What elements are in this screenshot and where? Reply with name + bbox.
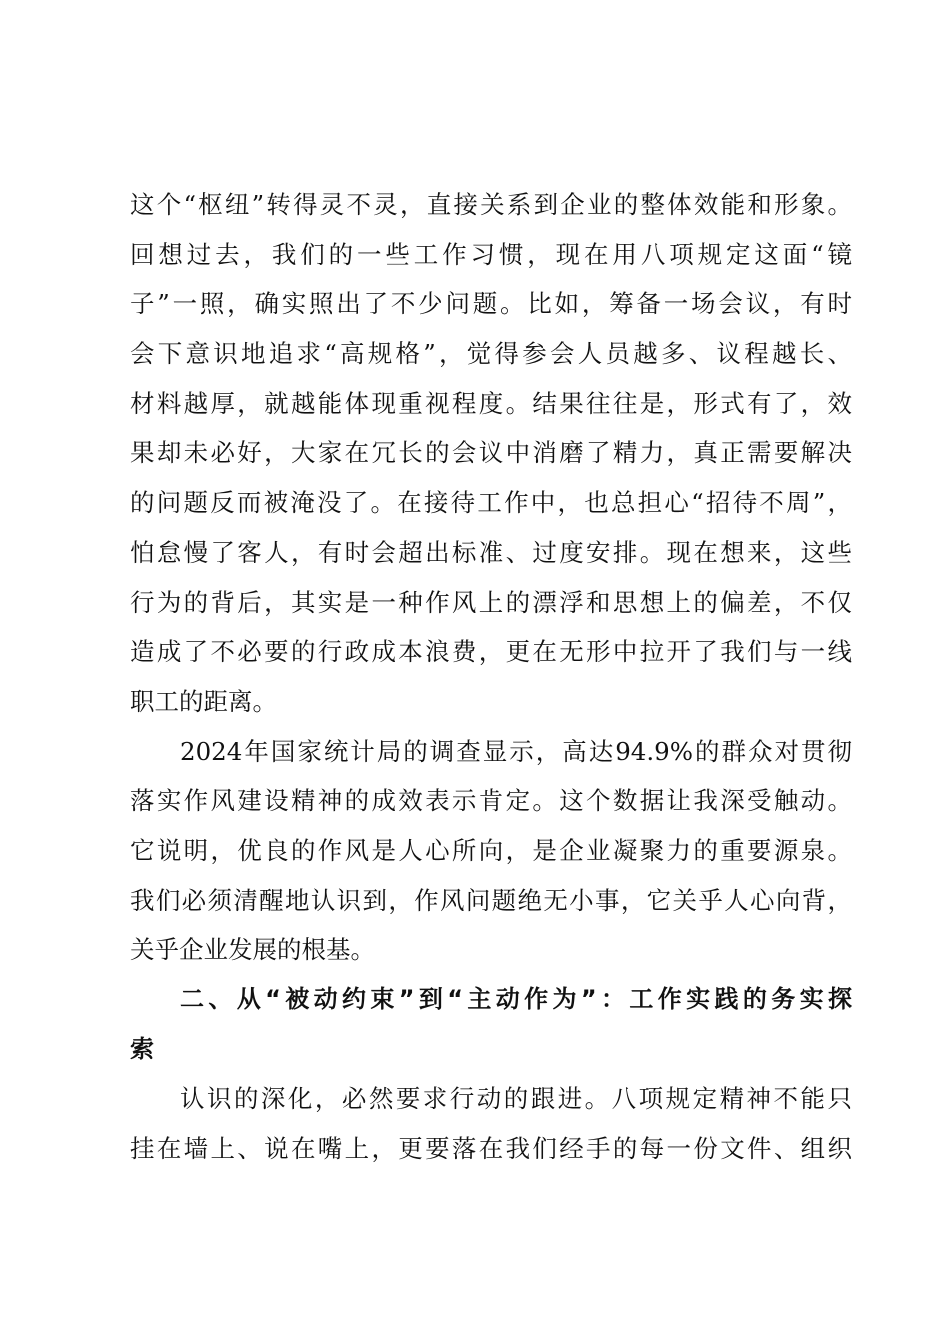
text-line: 职工的距离。 bbox=[130, 686, 277, 716]
text-line: 行为的背后，其实是一种作风上的漂浮和思想上的偏差，不仅 bbox=[130, 587, 852, 617]
text-line: 会下意识地追求“高规格”，觉得参会人员越多、议程越长、 bbox=[130, 339, 852, 369]
section-heading bbox=[130, 975, 852, 1074]
text-line: 它说明，优良的作风是人心所向，是企业凝聚力的重要源泉。 bbox=[130, 835, 852, 865]
text-line: 材料越厚，就越能体现重视程度。结果往往是，形式有了，效 bbox=[130, 388, 852, 418]
text-line: 关乎企业发展的根基。 bbox=[130, 935, 375, 965]
text-line: 落实作风建设精神的成效表示肯定。这个数据让我深受触动。 bbox=[130, 786, 852, 816]
text-line: 回想过去，我们的一些工作习惯，现在用八项规定这面“镜 bbox=[130, 239, 852, 269]
text-line: 造成了不必要的行政成本浪费，更在无形中拉开了我们与一线 bbox=[130, 637, 852, 667]
text-line: 认识的深化，必然要求行动的跟进。八项规定精神不能只 bbox=[180, 1084, 852, 1114]
text-line: 2024年国家统计局的调查显示，高达94.9%的群众对贯彻 bbox=[180, 736, 852, 766]
heading-line: 二、从“被动约束”到“主动作为”：工作实践的务实探 bbox=[180, 985, 852, 1013]
paragraph-section-intro bbox=[130, 1074, 852, 1173]
document-page bbox=[130, 180, 852, 1174]
text-line: 这个“枢纽”转得灵不灵，直接关系到企业的整体效能和形象。 bbox=[130, 190, 852, 219]
text-line: 的问题反而被淹没了。在接待工作中，也总担心“招待不周”， bbox=[130, 488, 852, 518]
text-line: 挂在墙上、说在嘴上，更要落在我们经手的每一份文件、组织 bbox=[130, 1134, 852, 1164]
text-line: 果却未必好，大家在冗长的会议中消磨了精力，真正需要解决 bbox=[130, 438, 852, 468]
paragraph-statistics bbox=[130, 727, 852, 975]
heading-line: 索 bbox=[130, 1034, 154, 1063]
text-line: 我们必须清醒地认识到，作风问题绝无小事，它关乎人心向背， bbox=[130, 885, 852, 915]
text-line: 子”一照，确实照出了不少问题。比如，筹备一场会议，有时 bbox=[130, 289, 852, 319]
text-line: 怕怠慢了客人，有时会超出标准、过度安排。现在想来，这些 bbox=[130, 537, 852, 567]
paragraph-continued bbox=[130, 180, 852, 727]
